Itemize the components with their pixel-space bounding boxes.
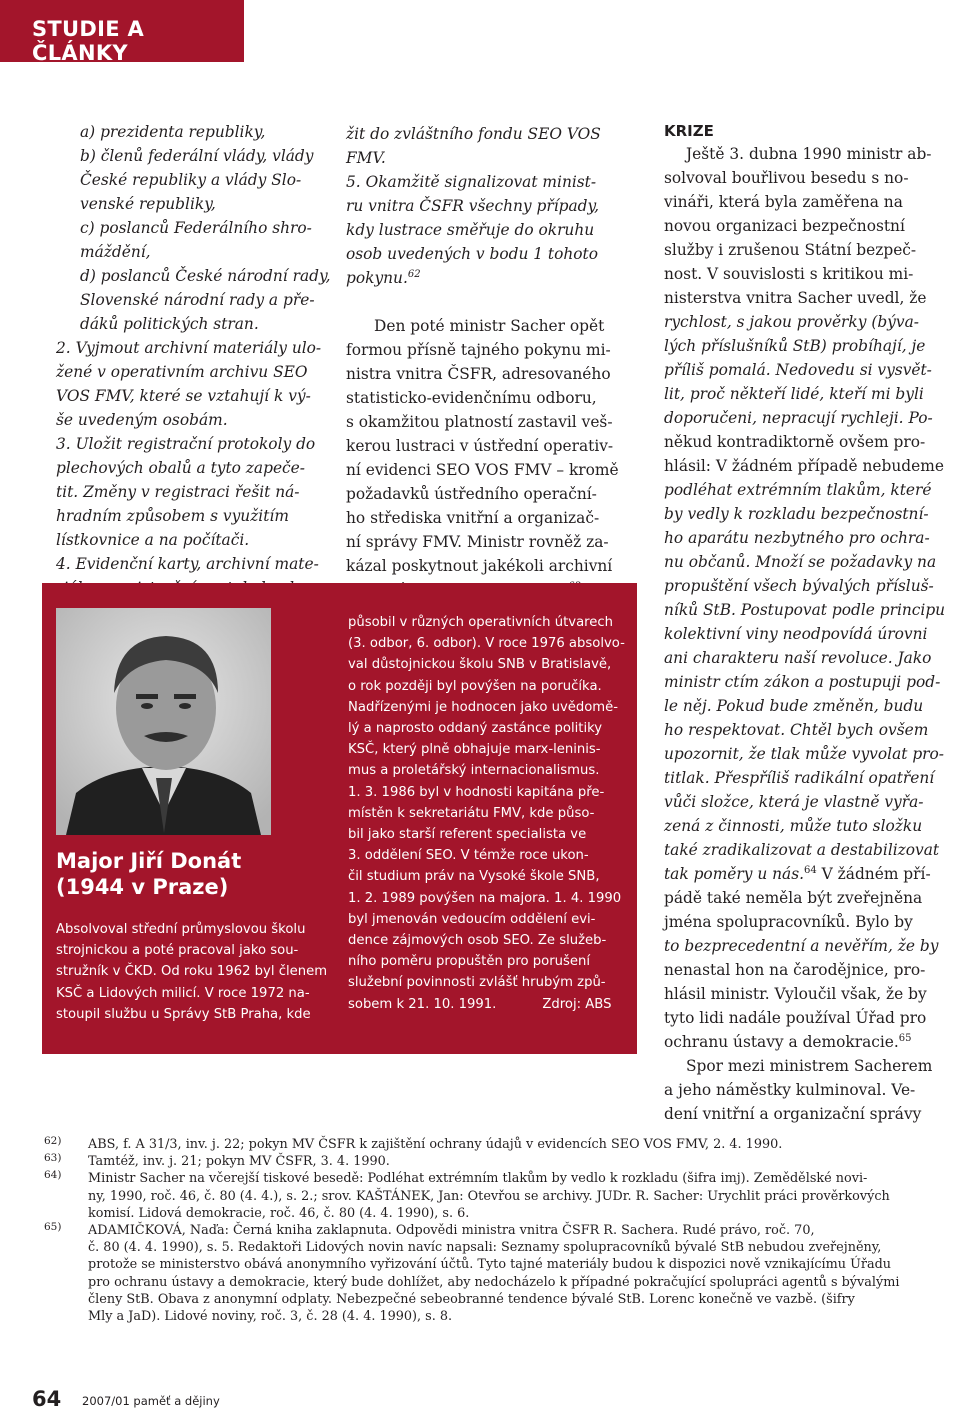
text-line: požadavků ústředního operační- [346,485,597,503]
publication-name: 2007/01 paměť a dějiny [82,1394,220,1408]
text-line: žené v operativním archivu SEO [56,363,308,381]
text-line: tit. Změny v registraci řešit ná- [56,483,300,501]
text-line: dáků politických stran. [80,315,259,333]
footnote-line: komisí. Lidová demokracie, roč. 46, č. 80 (4. 4. 1990), s. 6. [88,1205,470,1221]
text-line: někud kontradiktorně ovšem pro- [664,433,926,451]
text-line: nu občanů. Množí se požadavky na [664,553,937,571]
text-line: podléhat extrémním tlakům, které [664,481,932,499]
page-number: 64 [32,1387,62,1411]
footnote-line: členy StB. Obava z anonymní odplaty. Nebezpečné sebeobranné tendence bývalé StB. Lorenc konečně ve vazbě. (šifry [88,1291,855,1307]
section-heading: KRIZE [664,122,714,140]
text-line: kázal poskytnout jakékoli archivní [346,557,613,575]
text-line: máždění, [80,243,151,261]
text-line: Den poté ministr Sacher opět [374,317,605,335]
text-line: ani charakteru naší revoluce. Jako [664,649,932,667]
footnote-line: ADAMIČKOVÁ, Naďa: Černá kniha zaklapnuta. Odpovědi ministra vnitra ČSFR R. Sachera. Rudé právo, roč. 70, [88,1223,815,1239]
portrait-photo [56,608,271,835]
footnote-number: 63) [44,1152,62,1165]
text-line: ochranu ústavy a demokracie.$^{65}$ [664,1032,912,1051]
text-line: lístkovnice a na počítači. [56,531,250,549]
text-line: o rok později byl povýšen na poručíka. [348,678,602,694]
footnotes [44,1136,956,1325]
text-line: nistra vnitra ČSFR, adresovaného [346,365,611,383]
text-line: místěn k sekretariátu FMV, kde půso- [348,805,595,821]
text-line: hlásil ministr. Vyloučil však, že by [664,985,927,1003]
text-line: plechových obalů a tyto zapeče- [56,459,305,477]
text-line: 3. oddělení SEO. V témže roce ukon- [348,848,589,864]
text-line: nost. V souvislosti s kritikou mi- [664,265,914,283]
text-line: upozornit, že tlak může vyvolat pro- [664,745,944,763]
text-line: Spor mezi ministrem Sacherem [686,1057,933,1075]
text-line: zená z činnosti, může tuto složku [664,817,923,835]
text-line: dence zájmových osob SEO. Ze služeb- [348,933,607,949]
text-line: Absolvoval střední průmyslovou školu [56,922,306,937]
text-line: nisterstva vnitra Sacher uvedl, že [664,289,927,307]
photo-caption-text [56,919,336,1025]
text-line: lit, proč někteří lidé, kteří mi byli [664,385,924,403]
text-line: ru vnitra ČSFR všechny případy, [346,197,600,215]
text-line: b) členů federální vlády, vlády [80,147,314,165]
text-line: Nadřízenými je hodnocen jako uvědomě- [348,699,619,715]
footnote-line: ny, 1990, roč. 46, č. 80 (4. 4.), s. 2.; srov. KAŠTÁNEK, Jan: Otevřou se archivy. JUDr. R. Sacher: Urychlit práci prověrkových [88,1188,890,1204]
text-line: ního poměru propuštěn pro porušení [348,954,591,970]
text-line: níků StB. Postupovat podle principu [664,601,946,619]
text-line: titlak. Přespříliš radikální opatření [664,769,935,787]
text-line: le něj. Pokud bude změněn, budu [664,697,924,715]
text-line: vůči složce, která je vlastně vyřa- [664,793,924,811]
footnote-number: 64) [44,1169,62,1182]
sidebar-source: Zdroj: ABS [542,996,612,1012]
text-line: strojnickou a poté pracoval jako sou- [56,943,299,959]
text-line: působil v různých operativních útvarech [348,615,614,630]
text-line: také zradikalizovat a destabilizovat [664,841,940,859]
footnote-line: pro ochranu ústavy a demokracie, který bude dohlížet, aby nedocházelo k případné pokračující spolupráci agentů s bývalými [88,1274,900,1290]
text-line: ní správy FMV. Ministr rovněž za- [346,533,609,551]
text-line: a) prezidenta republiky, [80,123,266,141]
text-line: stoupil službu u Správy StB Praha, kde [56,1006,311,1022]
text-line: byl jmenován vedoucím oddělení evi- [348,911,596,927]
footnote-line: ABS, f. A 31/3, inv. j. 22; pokyn MV ČSFR k zajištění ochrany údajů v evidencích SEO VOS FMV, 2. 4. 1990. [88,1137,783,1152]
text-line: kdy lustrace směřuje do okruhu [346,221,595,239]
text-line: 2. Vyjmout archivní materiály ulo- [56,339,322,357]
text-line: statisticko-evidenčnímu odboru, [346,389,597,407]
footnote-ref[interactable]: 65 [898,1032,912,1044]
text-line: Slovenské národní rady a pře- [80,291,315,309]
text-line: še uvedeným osobám. [56,411,228,429]
text-line: ho respektovat. Chtěl bych ovšem [664,721,929,739]
text-line: sobem k 21. 10. 1991. Zdroj: ABS [348,996,612,1012]
text-line: lých příslušníků StB) probíhají, je [664,337,926,355]
footnote-ref[interactable]: 62 [407,268,421,280]
text-line: dení vnitřní a organizační správy [664,1105,922,1123]
text-line: tak poměry u nás.$^{64}$ V žádném pří- [664,864,931,883]
text-line: venské republiky, [80,195,216,213]
text-line: žit do zvláštního fondu SEO VOS [346,125,601,143]
text-line: 3. Uložit registrační protokoly do [56,435,316,453]
text-line: tyto lidi nadále používal Úřad pro [664,1009,927,1027]
footnote-64 [44,1170,956,1222]
text-line: jména spolupracovníků. Bylo by [664,913,913,931]
footnote-ref[interactable]: 64 [804,864,817,876]
text-line: 1. 3. 1986 byl v hodnosti kapitána pře- [348,784,605,800]
text-line: s okamžitou platností zastavil veš- [346,413,613,431]
text-line: doporučeni, nepracují rychleji. Po- [664,409,933,427]
text-line: ho střediska vnitřní a organizač- [346,509,600,527]
text-line: c) poslanců Federálního shro- [80,219,312,237]
text-line: bil jako starší referent specialista ve [348,827,587,843]
text-line: mus a proletářský internacionalismus. [348,763,600,779]
section-header [0,0,244,65]
text-line: příliš pomalá. Nedovedu si vysvět- [664,361,932,379]
text-line: (3. odbor, 6. odbor). V roce 1976 absolvo- [348,636,625,652]
text-line: 1. 2. 1989 povýšen na majora. 1. 4. 1990 [348,890,622,906]
footnote-62 [44,1136,956,1153]
text-line: nenastal hon na čarodějnice, pro- [664,961,926,979]
text-line: d) poslanců České národní rady, [80,267,331,285]
text-line: stružník v ČKD. Od roku 1962 byl členem [56,964,328,980]
footnote-line: č. 80 (4. 4. 1990), s. 5. Redaktoři Lidových novin navíc napsali: Seznamy spolupracovníků bývalé StB nebudou zveřejněny, [88,1240,882,1256]
text-line: Ještě 3. dubna 1990 ministr ab- [686,145,932,163]
text-line: pokynu.$^{62}$ [346,268,421,287]
text-line: ho aparátu nezbytného pro ochra- [664,529,930,547]
column-3 [664,120,956,1126]
text-line: ní evidenci SEO VOS FMV – kromě [346,461,619,479]
text-line: VOS FMV, které se vztahují k vý- [56,387,311,405]
footnote-line: Mly a JaD). Lidové noviny, roč. 3, č. 28 (4. 4. 1990), s. 8. [88,1309,453,1325]
text-line: formou přísně tajného pokynu mi- [346,341,611,359]
footnote-line: Ministr Sacher na včerejší tiskové besedě: Podléhat extrémním tlakům by vedlo k rozkladu (šifra imj). Zemědělské novi- [88,1171,868,1187]
text-line: hlásil: V žádném případě nebudeme [664,457,944,475]
text-line: hradním způsobem s využitím [56,507,289,525]
footnote-65 [44,1222,956,1325]
sidebar-text [348,612,630,1015]
text-line: 4. Evidenční karty, archivní mate- [56,555,319,573]
text-line: České republiky a vlády Slo- [80,171,302,189]
footnote-line: Tamtéž, inv. j. 21; pokyn MV ČSFR, 3. 4. 1990. [88,1154,390,1170]
photo-caption-title: Major Jiří Donát (1944 v Praze) [56,849,242,899]
text-line: pádě také neměla být zveřejněna [664,889,923,907]
text-line: služební povinnosti zvlášť hrubým způ- [348,975,606,991]
text-line: KSČ a Lidových milicí. V roce 1972 na- [56,985,310,1001]
text-line: solvoval bouřlivou besedu s no- [664,169,909,187]
text-line: kerou lustraci v ústřední operativ- [346,437,614,455]
text-line: čil studium práv na Vysoké škole SNB, [348,869,600,885]
text-line: rychlost, s jakou prověrky (býva- [664,313,919,331]
text-line: KSČ, který plně obhajuje marx-leninis- [348,742,601,758]
column-1 [56,120,332,600]
text-line: vináři, která byla zaměřena na [664,193,903,211]
text-line: lý a naprosto oddaný zastánce politiky [348,721,603,737]
footnote-63 [44,1153,956,1170]
text-line: novou organizaci bezpečnostní [664,217,905,235]
text-line: by vedly k rozkladu bezpečnostní- [664,505,929,523]
column-2 [346,122,636,602]
text-line: ministr ctím zákon a postupuji pod- [664,673,941,691]
text-line: val důstojnickou školu SNB v Bratislavě, [348,657,612,673]
text-line: kolektivní viny neodpovídá úrovni [664,625,928,643]
footnote-line: protože se ministerstvo obává anonymního vyřizování účtů. Tyto tajné materiály budou k dispozici nově vznikajícímu Úřadu [88,1257,892,1273]
footnote-number: 62) [44,1135,62,1147]
text-line: FMV. [346,149,386,167]
section-title: STUDIE A ČLÁNKY [32,17,145,65]
footnote-number: 65) [44,1221,62,1234]
text-line: služby i zrušenou Státní bezpeč- [664,241,917,259]
text-line: 5. Okamžitě signalizovat minist- [346,173,597,191]
text-line: a jeho náměstky kulminoval. Ve- [664,1081,916,1099]
text-line: propuštění všech bývalých přísluš- [664,577,934,595]
text-line: to bezprecedentní a nevěřím, že by [664,937,939,955]
text-line: osob uvedených v bodu 1 tohoto [346,245,599,263]
